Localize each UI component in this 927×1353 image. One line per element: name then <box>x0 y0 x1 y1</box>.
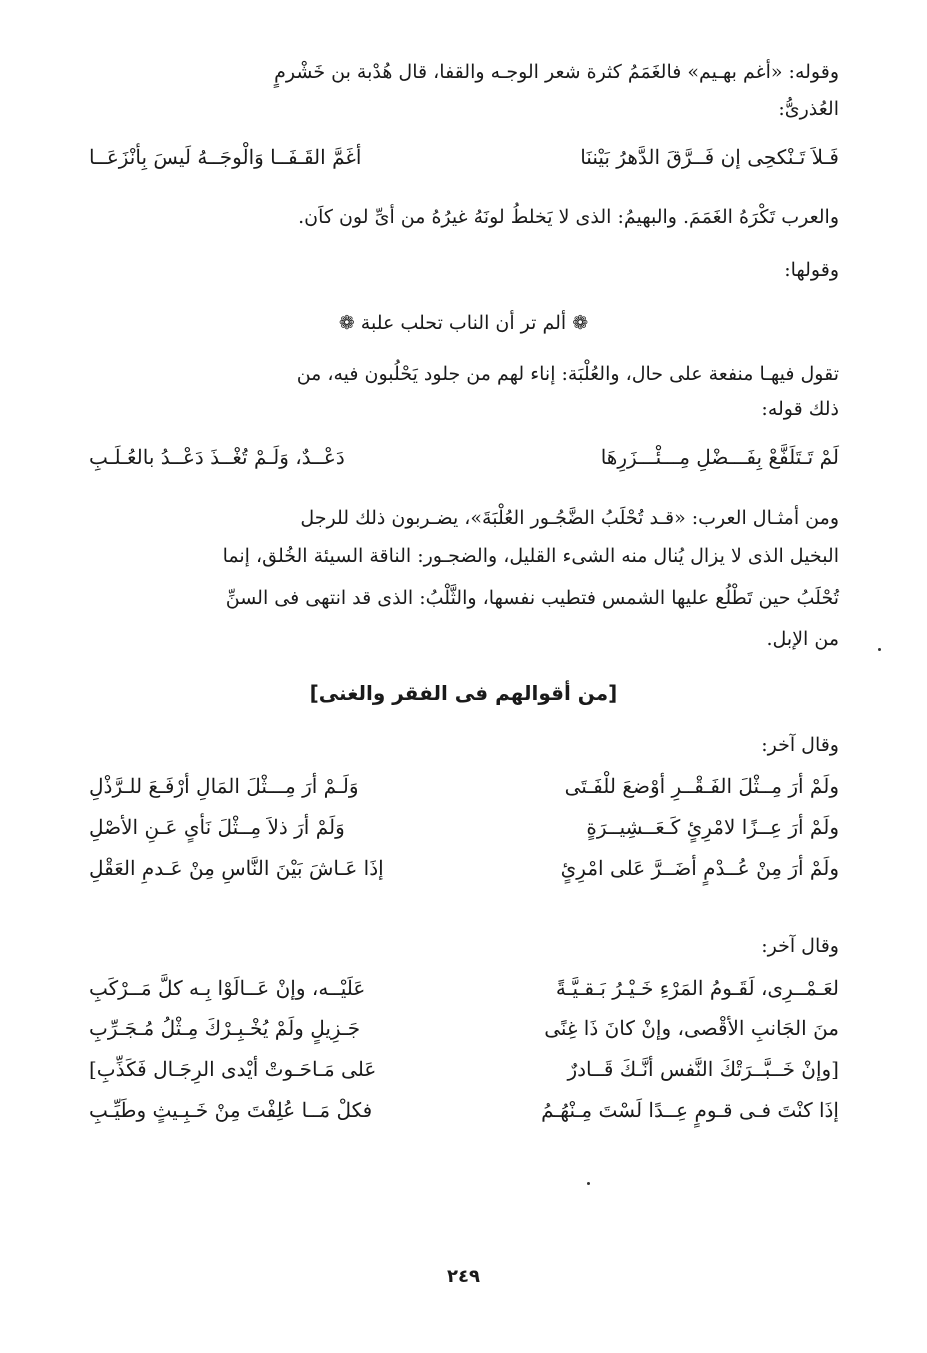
paragraph4-line3: تُحْلَبُ حين تَطْلُع عليها الشمس فتطيب نفسها، والثَّلْبُ: الذى قد انتهى فى السنِّ <box>225 587 839 609</box>
poem2-verse-first-hemistich: إذَا كنْتَ فـى قـومٍ عِــدًا لَسْتَ مِـنْهُـمُ <box>541 1098 839 1122</box>
poem2-verse-first-hemistich: لعَـمْــرِى، لَقَـومُ المَرْءِ خَـيْـرُ بَـقـيَّـةً <box>555 976 839 1000</box>
poem1-verse <box>89 774 839 804</box>
poem2-verse <box>89 1057 839 1087</box>
poem2-verse <box>89 1016 839 1046</box>
poem1-verse <box>89 856 839 886</box>
quote-line: ❁ ألم تر أن الناب تحلب علبة ❁ <box>338 312 589 334</box>
poem2-verse <box>89 976 839 1006</box>
page-number: ٢٤٩ <box>447 1266 480 1287</box>
paragraph1-line2: العُذرىُّ: <box>778 98 839 120</box>
paragraph3-line1: تقول فيهـا منفعة على حال، والعُلْبَة: إناء لهم من جلود يَحْلُبون فيه، من <box>296 363 839 385</box>
poem1-verse-first-hemistich: ولَمْ أرَ مِنْ عُــدْمٍ أضَــرَّ عَلى امْرِئٍ <box>560 856 839 880</box>
verse1-first-hemistich: فَـلاَ تَـنْكحِى إن فَــرَّقَ الدَّهرُ بَيْننَا <box>580 145 839 169</box>
poem2-intro: وقال آخر: <box>761 935 839 957</box>
poem2-verse-first-hemistich: [وإنْ خَــبَّــرَتْكَ النَّفس أنَّـكَ قَــادرٌ <box>567 1057 839 1081</box>
poem2-verse-second-hemistich: عَلى مَـاحَـوتْ أيْدى الرِجَـال فَكَذِّبِ] <box>89 1057 377 1081</box>
poem2-verse-second-hemistich: فكلْ مَــا عُلِفْتَ مِنْ خَـبِـيثٍ وطَيِّـبِ <box>89 1098 373 1122</box>
poem1-verse-second-hemistich: إذَا عَـاشَ بَيْنَ النَّاسِ مِنْ عَـدمِ العَقْلِ <box>89 856 384 880</box>
poem1-verse-first-hemistich: ولَمْ أرَ مِــثْلَ الفَـقْــرِ أوْضعَ للْفَـتَى <box>564 774 839 798</box>
verse2-second-hemistich: دَعْــدٌ، وَلَـمْ تُغْــذَ دَعْــدُ بالعُـلَـبِ <box>89 445 345 469</box>
paragraph2-line2: وقولها: <box>784 259 839 281</box>
verse2 <box>89 445 839 475</box>
poem2-verse-second-hemistich: عَلَيْــه، وإنْ عَــالَوْا بِـه كلَّ مَــرْكَبِ <box>89 976 366 1000</box>
paragraph1-line1: وقوله: «أغم بهـيم» فالغَمَمُ كثرة شعر الوجـه والقفا، قال هُدْبة بن خَشْرمٍ <box>274 61 839 83</box>
poem1-verse-second-hemistich: وَلَمْ أرَ ذلاَ مِــثْلَ نَأىٍ عَـنِ الأصْلِ <box>89 815 345 839</box>
poem2-verse <box>89 1098 839 1128</box>
verse1-second-hemistich: أغَمَّ القَـفَــا وَالْوجَــهُ لَيسَ بِأنْزَعَــا <box>89 145 362 169</box>
paragraph4-line4: من الإبل. <box>766 628 839 650</box>
verse1 <box>89 145 839 175</box>
verse2-first-hemistich: لَمْ تَـتَلَفَّعْ بِفَـــضْلِ مِـــئْـــزَرِهَا <box>600 445 839 469</box>
paragraph4-line1: ومن أمثـال العرب: «قـد تُحْلَبُ الضَّجُـور العُلْبَةَ»، يضـربون ذلك للرجل <box>300 507 839 529</box>
margin-dot <box>878 648 881 651</box>
poem1-intro: وقال آخر: <box>761 734 839 756</box>
paragraph3-line2: ذلك قوله: <box>761 398 839 420</box>
poem2-verse-second-hemistich: جَـزِيلٍ ولَمْ يُخْـبِـرْكَ مِـثْلُ مُـجَـرِّبِ <box>89 1016 361 1040</box>
poem1-verse-first-hemistich: ولَمْ أرَ عِــزًا لامْرِئٍ كَـعَــشِيــرَةٍ <box>586 815 839 839</box>
section-heading: [من أقوالهم فى الفقر والغنى] <box>309 681 618 705</box>
paragraph2-line1: والعرب تَكْرَهُ الغَمَمَ. والبهيمُ: الذى لا يَخلطُ لونَهُ غيرُهُ من أىِّ لون كاَن. <box>298 206 839 228</box>
poem1-verse-second-hemistich: وَلَـمْ أرَ مِـــثْلَ المَالِ أرْفَـعَ للـرَّذْلِ <box>89 774 359 798</box>
poem1-verse <box>89 815 839 845</box>
scan-speck <box>587 1182 590 1185</box>
poem2-verse-first-hemistich: منَ الجَانبِ الأقْصى، وإنْ كانَ ذَا غِنًى <box>544 1016 839 1040</box>
paragraph4-line2: البخيل الذى لا يزال يُنال منه الشىء القليل، والضجـور: الناقة السيئة الخُلق، إنما <box>222 545 839 567</box>
